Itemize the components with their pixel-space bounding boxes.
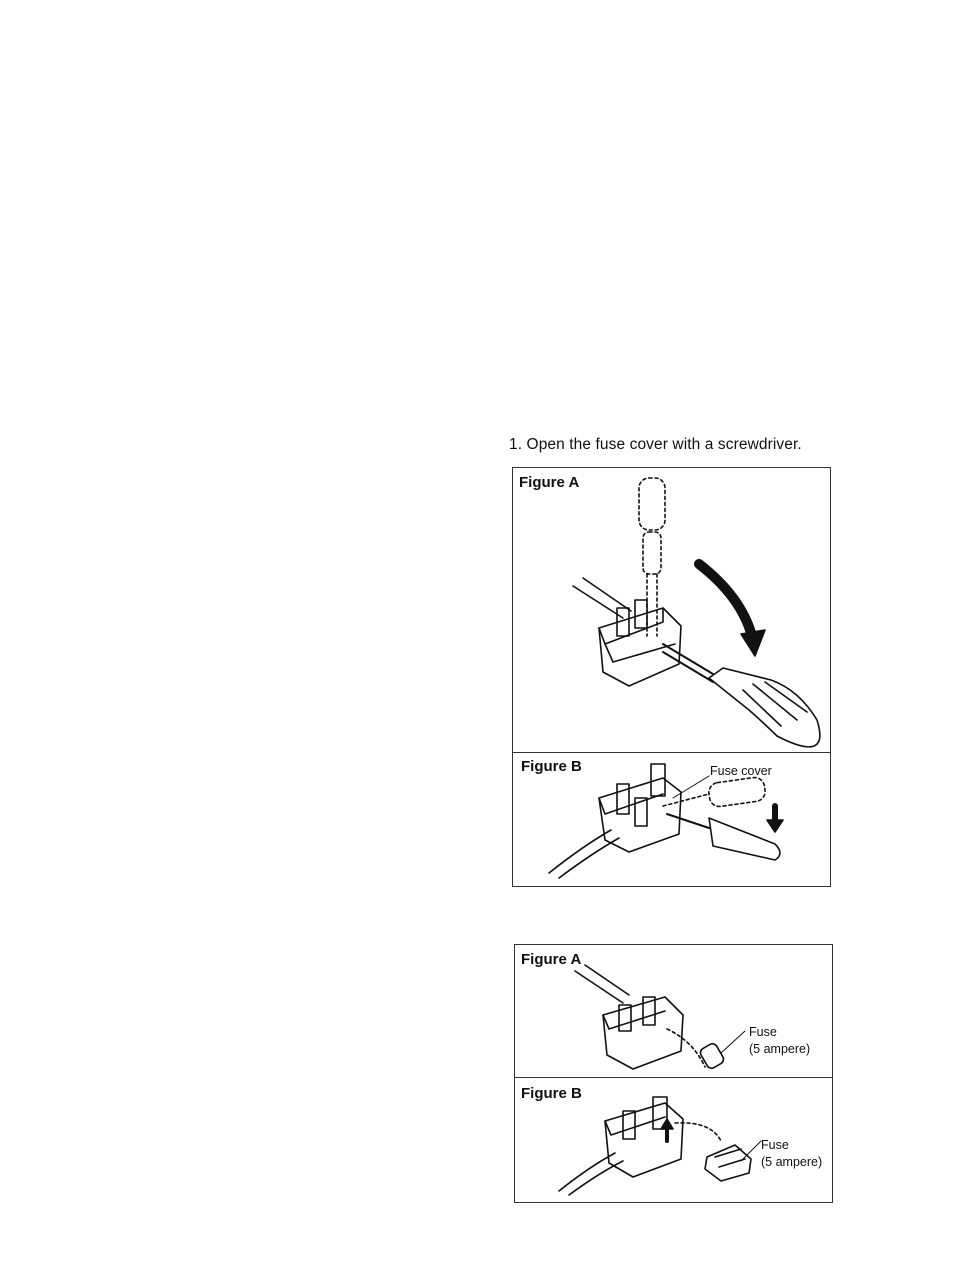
figure-a-label: Figure A xyxy=(519,474,580,491)
fuse-replacement-illustration xyxy=(515,945,832,1202)
fuse-a-rating: (5 ampere) xyxy=(749,1042,811,1056)
fuse-a-label: Fuse xyxy=(749,1025,777,1039)
replace-fuse-panel xyxy=(514,944,833,1203)
figure-b-label: Figure B xyxy=(521,758,582,775)
figure-b-label: Figure B xyxy=(521,1085,582,1102)
open-fuse-cover-panel xyxy=(512,467,831,887)
fuse-b-label: Fuse xyxy=(761,1138,789,1152)
fuse-cover-callout: Fuse cover xyxy=(710,764,772,778)
figure-a-label: Figure A xyxy=(521,951,582,968)
plug-screwdriver-illustration xyxy=(513,468,830,886)
step-1-instruction: 1. Open the fuse cover with a screwdriver. xyxy=(509,436,802,453)
fuse-b-rating: (5 ampere) xyxy=(761,1155,823,1169)
